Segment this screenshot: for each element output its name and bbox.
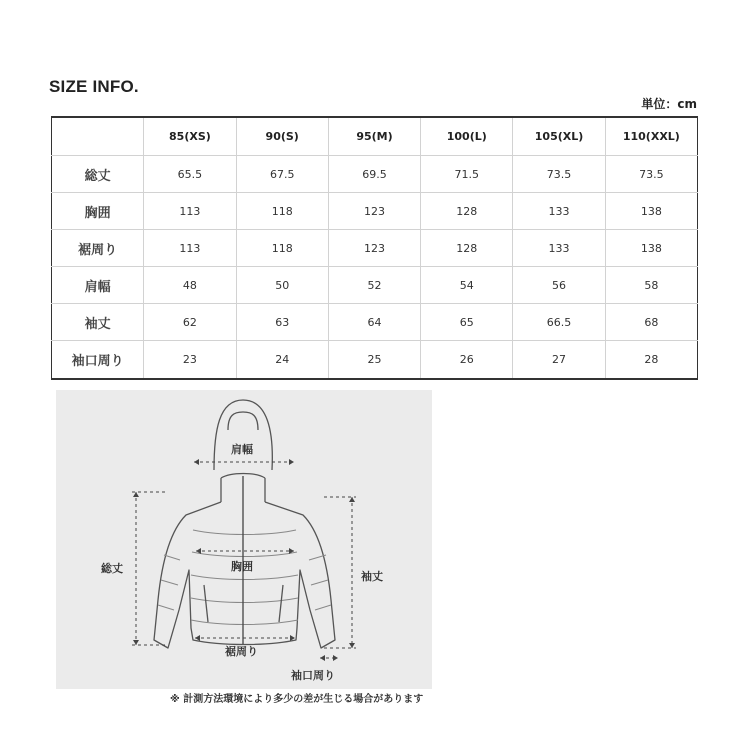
table-cell: 52 [328, 267, 420, 304]
table-row [52, 341, 698, 379]
table-cell: 50 [236, 267, 328, 304]
table-cell: 133 [513, 193, 605, 230]
body-outline [154, 502, 335, 648]
cuff-label: 袖口周り [291, 669, 335, 682]
row-label: 総丈 [52, 156, 144, 193]
table-cell: 128 [421, 193, 513, 230]
table-cell: 69.5 [328, 156, 420, 193]
table-cell: 25 [328, 341, 420, 379]
table-cell: 118 [236, 193, 328, 230]
shoulder-label: 肩幅 [231, 443, 253, 456]
table-cell: 24 [236, 341, 328, 379]
hood-inner [228, 412, 258, 430]
table-cell: 138 [605, 230, 697, 267]
table-cell: 64 [328, 304, 420, 341]
size-header: 100(L) [421, 117, 513, 156]
table-cell: 133 [513, 230, 605, 267]
table-cell: 65.5 [144, 156, 236, 193]
measurement-diagram [56, 390, 432, 689]
table-cell: 48 [144, 267, 236, 304]
table-row [52, 230, 698, 267]
hood-outline [214, 400, 272, 470]
quilt-lines [158, 530, 331, 625]
pocket-left [204, 585, 208, 622]
table-cell: 54 [421, 267, 513, 304]
table-cell: 26 [421, 341, 513, 379]
table-cell: 63 [236, 304, 328, 341]
table-cell: 56 [513, 267, 605, 304]
table-cell: 123 [328, 193, 420, 230]
table-cell: 71.5 [421, 156, 513, 193]
table-cell: 68 [605, 304, 697, 341]
size-header: 110(XXL) [605, 117, 697, 156]
row-label: 胸囲 [52, 193, 144, 230]
row-label: 裾周り [52, 230, 144, 267]
table-cell: 23 [144, 341, 236, 379]
size-header: 85(XS) [144, 117, 236, 156]
table-row [52, 193, 698, 230]
table-cell: 73.5 [513, 156, 605, 193]
table-cell: 123 [328, 230, 420, 267]
measurement-note: ※ 計測方法環境により多少の差が生じる場合があります [170, 694, 424, 705]
table-cell: 113 [144, 230, 236, 267]
table-cell: 113 [144, 193, 236, 230]
table-cell: 58 [605, 267, 697, 304]
size-header: 90(S) [236, 117, 328, 156]
size-header: 95(M) [328, 117, 420, 156]
table-row [52, 267, 698, 304]
table-cell: 67.5 [236, 156, 328, 193]
table-row [52, 304, 698, 341]
table-row [52, 156, 698, 193]
row-label: 袖丈 [52, 304, 144, 341]
pocket-right [279, 585, 283, 622]
page-title: SIZE INFO. [49, 77, 139, 96]
table-cell: 62 [144, 304, 236, 341]
table-cell: 66.5 [513, 304, 605, 341]
row-label: 袖口周り [52, 341, 144, 379]
size-table [51, 116, 698, 380]
table-cell: 27 [513, 341, 605, 379]
table-cell: 128 [421, 230, 513, 267]
table-cell: 73.5 [605, 156, 697, 193]
header-row [52, 117, 698, 156]
size-header: 105(XL) [513, 117, 605, 156]
table-cell: 65 [421, 304, 513, 341]
chest-label: 胸囲 [231, 560, 253, 573]
length-label: 総丈 [101, 562, 123, 575]
row-label: 肩幅 [52, 267, 144, 304]
table-cell: 28 [605, 341, 697, 379]
unit-label: 単位：cm [641, 97, 697, 111]
hem-label: 裾周り [225, 645, 258, 658]
sleeve-label: 袖丈 [361, 570, 383, 583]
table-cell: 118 [236, 230, 328, 267]
corner-cell [52, 117, 144, 156]
table-cell: 138 [605, 193, 697, 230]
